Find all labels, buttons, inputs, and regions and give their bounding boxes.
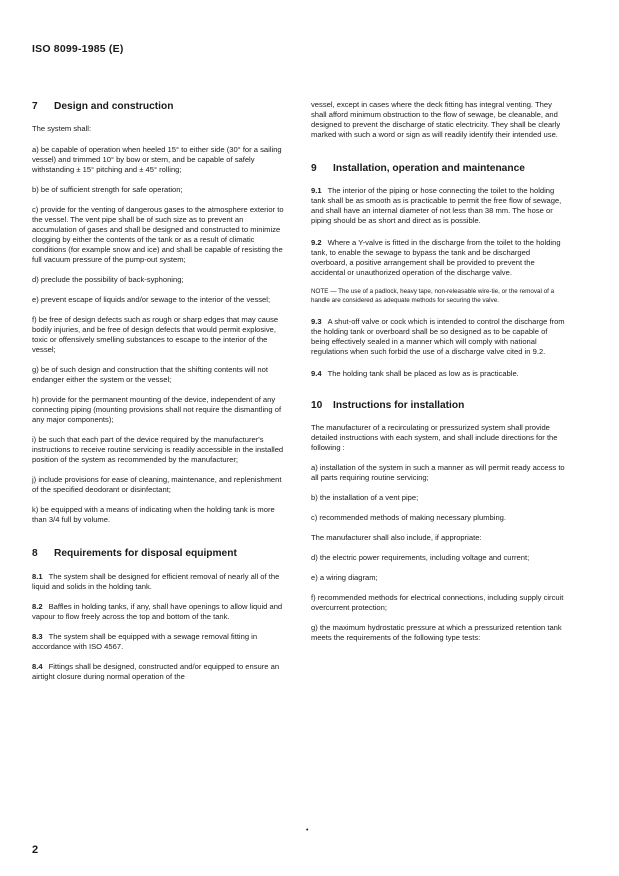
clause-8-4 [32,662,288,682]
list-item: a) installation of the system in such a manner as will permit ready access to all parts requiring routine servicing; [311,463,565,482]
clause-text: A shut-off valve or cock which is intended to control the discharge from the holding tank or overboard shall be so designed as to be capable of being effectively sealed in a manner which will comply with national regulations when such forbid the use of a discharge valve cited in 9.2. [311,317,565,356]
page-number: 2 [32,844,39,856]
section-title: Instructions for installation [333,400,465,411]
page-header: ISO 8099-1985 (E) [32,43,124,55]
clause-text: Fittings shall be designed, constructed and/or equipped to ensure an airtight closure during normal operation of the [32,662,280,681]
clause-8-3 [32,632,288,652]
clause-8-2 [32,602,288,622]
clause-number: 8.2 [32,602,43,611]
section-title: Design and construction [54,101,174,112]
clause-number: 9.1 [311,186,322,195]
list-item: a) be capable of operation when heeled 15° to either side (30° for a sailing vessel) and trimmed 10° by bow or stern, and be capable of safely withstanding ± 15° pitching and ± 45° rolling; [32,145,282,174]
list-item: g) the maximum hydrostatic pressure at which a pressurized retention tank meets the requirements of the following type tests: [311,623,562,642]
list-item: f) be free of design defects such as rough or sharp edges that may cause bodily injuries, and be free of design defects that would permit explosive, toxic or offensively smelling substances to escape to the interior of the vessel; [32,315,279,354]
right-column [311,100,566,643]
clause-number: 9.3 [311,317,322,326]
section-8-heading [32,547,288,560]
clause-8-1 [32,572,288,592]
clause-9-3 [311,317,566,357]
list-item: c) provide for the venting of dangerous gases to the atmosphere exterior to the vessel. The vent pipe shall be of such size as to prevent an accumulation of gases and shall be designed and constructed to minimize clogging by either the contents of the tank or as a result of climatic conditions (for example snow and ice) and shall be capable of resisting the full vacuum pressure of the pump-out system; [32,205,284,264]
list-item: e) prevent escape of liquids and/or sewage to the interior of the vessel; [32,295,271,304]
list-item: d) preclude the possibility of back-syphoning; [32,275,184,284]
clause-number: 9.2 [311,238,322,247]
list-item: i) be such that each part of the device required by the manufacturer's instructions to receive routine servicing is readily accessible in the installed position of the system as recommended by the manufacturer; [32,435,284,464]
clause-text: The holding tank shall be placed as low as is practicable. [327,369,519,378]
clause-9-2 [311,238,566,278]
left-column [32,100,288,682]
list-item: e) a wiring diagram; [311,573,378,582]
section-number: 7 [32,101,38,112]
section-7-intro: The system shall: [32,124,92,133]
section-number: 9 [311,163,317,174]
continued-text: vessel, except in cases where the deck fitting has integral venting. They shall afford minimum obstruction to the flow of sewage, be cleanable, and designed to prevent the discharge of static electricity. They shall be clearly marked with such a word or sign as will readily identify their intended use. [311,100,561,139]
note: NOTE — The use of a padlock, heavy tape, non-releasable wire-tie, or the removal of a handle are considered as adequate methods for securing the valve. [311,288,555,304]
section-title: Requirements for disposal equipment [54,548,237,559]
clause-text: Where a Y-valve is fitted in the discharge from the toilet to the holding tank, to enable the sewage to bypass the tank and be discharged overboard, a positive arrangement shall be provided to prevent the accidental or unauthorized operation of the discharge valve. [311,238,561,277]
clause-text: The interior of the piping or hose connecting the toilet to the holding tank shall be as smooth as is practicable to permit the free flow of sewage, and shall have an internal diameter of not less than 38 mm. The hose or piping should be as short and direct as is possible. [311,186,562,225]
section-number: 10 [311,400,323,411]
list-item: g) be of such design and construction that the shifting contents will not endanger either the system or the vessel; [32,365,268,384]
clause-9-1 [311,186,566,226]
list-item: h) provide for the permanent mounting of the device, independent of any connecting piping (mounting provisions shall not require the dismantling of any major components); [32,395,282,424]
clause-9-4 [311,369,566,379]
section-number: 8 [32,548,38,559]
clause-text: The system shall be equipped with a sewage removal fitting in accordance with ISO 4567. [32,632,258,651]
section-9-heading [311,162,566,175]
list-item: j) include provisions for ease of cleaning, maintenance, and replenishment of the specified deodorant or disinfectant; [32,475,282,494]
section-10-also: The manufacturer shall also include, if appropriate: [311,533,482,542]
section-10-intro: The manufacturer of a recirculating or pressurized system shall provide detailed instructions with each system, and shall include directions for the following : [311,423,558,452]
list-item: b) be of sufficient strength for safe operation; [32,185,183,194]
list-item: c) recommended methods of making necessary plumbing. [311,513,506,522]
section-title: Installation, operation and maintenance [333,163,525,174]
list-item: d) the electric power requirements, including voltage and current; [311,553,530,562]
list-item: b) the installation of a vent pipe; [311,493,419,502]
section-10-heading [311,399,566,412]
section-7-heading [32,100,288,113]
clause-number: 8.3 [32,632,43,641]
clause-text: The system shall be designed for efficient removal of nearly all of the liquid and solids in the holding tank. [32,572,280,591]
list-item: k) be equipped with a means of indicating when the holding tank is more than 3/4 full by volume. [32,505,275,524]
bullet-mark: • [306,827,309,834]
clause-number: 8.4 [32,662,43,671]
list-item: f) recommended methods for electrical connections, including supply circuit overcurrent protection; [311,593,564,612]
clause-number: 8.1 [32,572,43,581]
clause-text: Baffles in holding tanks, if any, shall have openings to allow liquid and vapour to flow freely across the top and bottom of the tank. [32,602,283,621]
clause-number: 9.4 [311,369,322,378]
